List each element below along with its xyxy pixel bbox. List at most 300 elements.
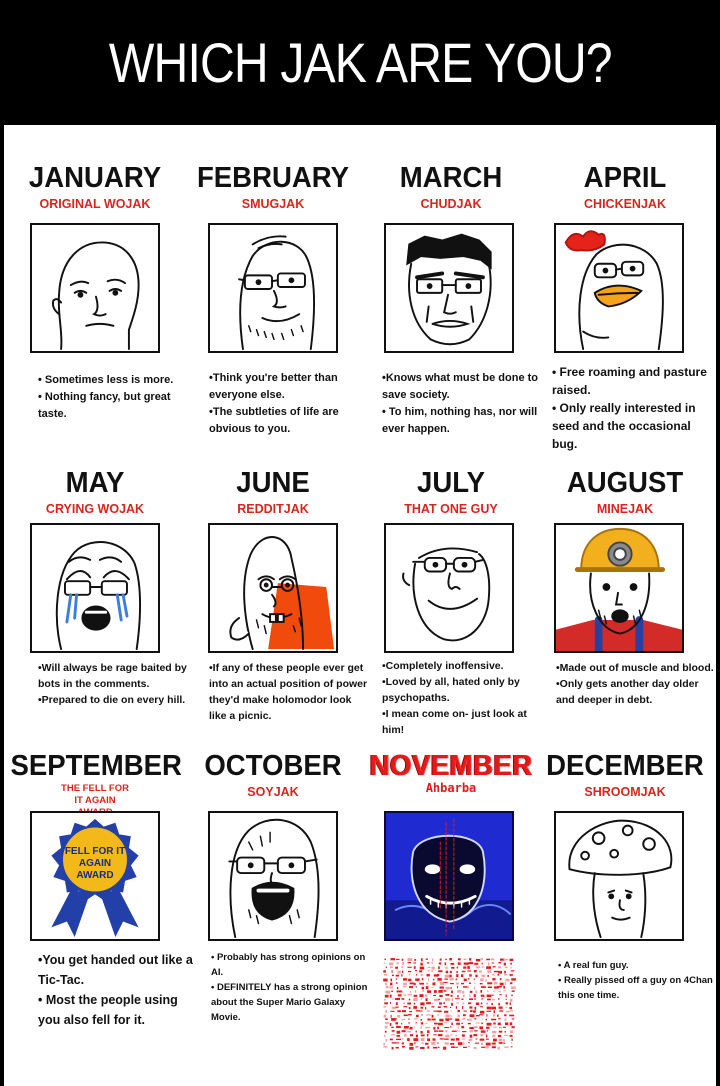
glitch-mark bbox=[384, 1002, 388, 1004]
glitch-mark bbox=[385, 1018, 388, 1020]
glitch-mark bbox=[510, 982, 512, 984]
glitch-mark bbox=[407, 1038, 410, 1041]
month-name: APRIL bbox=[583, 162, 667, 194]
month-cell-june bbox=[184, 468, 362, 516]
description-line: •If any of these people ever get into an actual position of power they'd make holomodor look like a picnic. bbox=[209, 662, 368, 722]
glitch-mark bbox=[504, 971, 506, 974]
description-line: • Probably has strong opinions on AI. bbox=[211, 952, 366, 978]
glitch-mark bbox=[492, 1031, 496, 1033]
glitch-mark bbox=[509, 1015, 514, 1017]
month-cell-april bbox=[536, 163, 714, 211]
glitch-mark bbox=[408, 971, 411, 972]
glitch-mark bbox=[455, 998, 460, 999]
glitch-mark bbox=[385, 1031, 387, 1033]
glitch-mark bbox=[510, 999, 513, 1002]
glitch-mark bbox=[419, 983, 424, 985]
glitch-mark bbox=[415, 970, 417, 971]
glitch-mark bbox=[457, 990, 461, 993]
glitch-mark bbox=[391, 1018, 396, 1021]
glitch-mark bbox=[413, 963, 416, 964]
glitch-mark bbox=[486, 966, 491, 969]
glitch-mark bbox=[433, 1047, 438, 1049]
glitch-mark bbox=[396, 979, 397, 980]
glitch-mark bbox=[409, 999, 410, 1001]
glitch-mark bbox=[452, 998, 454, 1001]
glitch-mark bbox=[476, 966, 481, 968]
glitch-mark bbox=[439, 1002, 442, 1004]
month-description bbox=[552, 363, 712, 453]
glitch-mark bbox=[390, 1023, 392, 1026]
glitch-mark bbox=[407, 967, 411, 968]
glitch-mark bbox=[403, 986, 406, 987]
glitch-mark bbox=[445, 1030, 447, 1032]
glitch-mark bbox=[470, 1035, 473, 1038]
glitch-mark bbox=[416, 1015, 419, 1017]
glitch-mark bbox=[396, 982, 398, 984]
glitch-mark bbox=[384, 1006, 386, 1008]
glitch-mark bbox=[409, 1011, 412, 1012]
glitch-mark bbox=[498, 1047, 500, 1050]
glitch-mark bbox=[385, 1010, 387, 1013]
glitch-mark bbox=[392, 1047, 394, 1050]
glitch-mark bbox=[499, 1031, 503, 1033]
glitch-mark bbox=[499, 994, 501, 995]
glitch-mark bbox=[415, 990, 416, 993]
description-line: •Completely inoffensive. bbox=[382, 660, 504, 672]
glitch-mark bbox=[467, 966, 470, 969]
jak-name: REDDITJAK bbox=[237, 502, 309, 516]
glitch-mark bbox=[427, 974, 430, 976]
glitch-mark bbox=[462, 1031, 466, 1032]
glitch-mark bbox=[431, 1006, 434, 1007]
glitch-mark bbox=[450, 1011, 451, 1012]
glitch-mark bbox=[476, 1015, 480, 1016]
description-line: • A real fun guy. bbox=[558, 960, 629, 971]
glitch-mark bbox=[402, 1038, 404, 1039]
glitch-mark bbox=[457, 1015, 460, 1017]
glitch-mark bbox=[385, 1026, 388, 1028]
month-cell-july bbox=[362, 468, 540, 516]
glitch-mark bbox=[474, 979, 475, 981]
glitch-mark bbox=[384, 1015, 387, 1018]
glitch-mark bbox=[469, 1006, 472, 1008]
chickenjak-face-icon bbox=[554, 223, 684, 353]
glitch-mark bbox=[458, 1010, 461, 1012]
glitch-mark bbox=[425, 1043, 429, 1045]
glitch-mark bbox=[395, 967, 398, 969]
glitch-mark bbox=[450, 983, 454, 984]
jak-name: MINEJAK bbox=[596, 502, 654, 516]
glitch-mark bbox=[494, 971, 499, 973]
glitch-mark bbox=[409, 986, 413, 988]
glitch-mark bbox=[505, 979, 509, 981]
glitch-mark bbox=[458, 1042, 463, 1045]
glitch-mark bbox=[461, 983, 464, 985]
glitch-mark bbox=[512, 991, 515, 992]
glitch-mark bbox=[468, 1023, 471, 1024]
glitch-mark bbox=[422, 1014, 423, 1016]
glitch-mark bbox=[480, 978, 484, 981]
jak-name: THAT ONE GUY bbox=[404, 502, 498, 516]
glitch-mark bbox=[498, 998, 499, 1000]
glitch-mark bbox=[440, 987, 444, 989]
glitch-mark bbox=[415, 1046, 418, 1047]
glitch-mark bbox=[451, 1039, 455, 1041]
glitch-mark bbox=[464, 1011, 467, 1012]
redditjak-face-icon bbox=[208, 523, 338, 653]
glitch-mark bbox=[474, 1047, 477, 1049]
glitch-mark bbox=[462, 991, 464, 994]
glitch-mark bbox=[416, 1031, 417, 1033]
glitch-mark bbox=[395, 998, 400, 1000]
glitch-mark bbox=[426, 986, 429, 989]
glitch-mark bbox=[443, 1002, 445, 1004]
glitch-mark bbox=[464, 959, 467, 961]
glitch-mark bbox=[503, 990, 505, 991]
glitch-mark bbox=[467, 971, 471, 972]
glitch-mark bbox=[427, 962, 429, 963]
glitch-mark bbox=[481, 995, 485, 997]
glitch-mark bbox=[414, 995, 418, 997]
glitch-mark bbox=[425, 995, 428, 997]
glitch-mark bbox=[433, 982, 436, 985]
glitch-mark bbox=[392, 975, 394, 977]
glitch-mark bbox=[391, 979, 393, 982]
glitch-mark bbox=[461, 974, 463, 977]
jak-name: THE FELL FOR IT AGAIN bbox=[61, 783, 129, 806]
glitch-mark bbox=[493, 1023, 495, 1025]
description-line: • Most the people using you also fell for it. bbox=[38, 993, 178, 1027]
glitch-mark bbox=[434, 1011, 439, 1012]
glitch-mark bbox=[504, 1046, 508, 1048]
glitch-mark bbox=[503, 986, 505, 989]
glitch-mark bbox=[457, 1030, 461, 1031]
month-name: JULY bbox=[417, 467, 485, 499]
description-line: • To him, nothing has, nor will ever happen. bbox=[382, 406, 538, 435]
glitch-mark bbox=[474, 987, 475, 990]
glitch-mark bbox=[414, 959, 416, 961]
glitch-mark bbox=[410, 1027, 413, 1030]
jak-name: CHICKENJAK bbox=[584, 197, 666, 211]
glitch-mark bbox=[492, 963, 494, 964]
glitch-mark bbox=[444, 1022, 447, 1023]
glitch-mark bbox=[468, 962, 473, 964]
glitch-mark bbox=[396, 1042, 399, 1043]
glitch-mark bbox=[438, 1047, 440, 1048]
glitch-mark bbox=[385, 995, 389, 998]
glitch-mark bbox=[512, 1026, 515, 1028]
glitch-mark bbox=[499, 991, 501, 992]
glitch-mark bbox=[401, 990, 402, 992]
glitch-mark bbox=[458, 1027, 459, 1030]
description-line: •I mean come on- just look at him! bbox=[382, 708, 527, 736]
glitch-mark bbox=[505, 1019, 507, 1021]
glitch-mark bbox=[493, 1039, 497, 1042]
month-description bbox=[38, 372, 198, 423]
glitch-mark bbox=[443, 1047, 446, 1050]
description-line: • Only really interested in seed and the occasional bug. bbox=[552, 401, 696, 451]
month-cell-august bbox=[536, 468, 714, 516]
glitch-mark bbox=[503, 1027, 506, 1028]
glitch-mark bbox=[456, 1047, 458, 1048]
glitch-mark bbox=[413, 1038, 418, 1041]
glitch-mark bbox=[444, 1039, 449, 1040]
glitch-mark bbox=[493, 1027, 497, 1028]
glitch-mark bbox=[474, 1030, 477, 1031]
glitch-mark bbox=[487, 991, 488, 993]
glitch-mark bbox=[404, 1026, 409, 1029]
glitch-mark bbox=[474, 994, 476, 997]
glitch-mark bbox=[385, 1022, 389, 1024]
glitch-mark bbox=[506, 999, 507, 1000]
glitch-mark bbox=[407, 1003, 411, 1005]
glitch-mark bbox=[397, 962, 399, 964]
glitch-mark bbox=[497, 1015, 499, 1017]
glitch-mark bbox=[386, 986, 389, 988]
glitch-mark bbox=[462, 971, 466, 972]
glitch-mark bbox=[427, 990, 431, 993]
glitch-mark bbox=[469, 974, 471, 976]
glitch-mark bbox=[390, 995, 392, 998]
glitch-mark bbox=[498, 1035, 501, 1037]
glitch-mark bbox=[389, 963, 393, 966]
glitch-mark bbox=[499, 1042, 503, 1044]
glitch-mark bbox=[437, 978, 441, 981]
smugjak-face-icon bbox=[208, 223, 338, 353]
jak-name: ORIGINAL WOJAK bbox=[39, 197, 151, 211]
glitch-mark bbox=[402, 971, 403, 973]
glitch-mark bbox=[470, 1014, 475, 1017]
glitch-mark bbox=[482, 963, 483, 965]
glitch-mark bbox=[469, 995, 470, 997]
crying-wojak-face-icon bbox=[30, 523, 160, 653]
glitch-mark bbox=[444, 979, 448, 980]
glitch-mark bbox=[487, 970, 491, 973]
glitch-mark bbox=[455, 1035, 457, 1036]
glitch-mark bbox=[391, 1015, 392, 1018]
glitch-mark bbox=[463, 1003, 465, 1005]
glitch-mark bbox=[390, 1011, 394, 1012]
glitch-mark bbox=[439, 1030, 444, 1032]
glitch-mark bbox=[498, 1023, 501, 1026]
glitch-mark bbox=[499, 1027, 502, 1028]
glitch-mark bbox=[506, 1011, 510, 1013]
month-description bbox=[38, 950, 198, 1030]
glitch-mark bbox=[487, 982, 492, 984]
glitch-mark bbox=[474, 983, 476, 984]
glitch-mark bbox=[409, 974, 410, 975]
glitch-mark bbox=[451, 963, 455, 965]
month-description bbox=[558, 958, 718, 1003]
glitch-mark bbox=[468, 1042, 470, 1043]
glitch-mark bbox=[485, 1046, 489, 1048]
glitch-mark bbox=[414, 1042, 415, 1044]
glitch-mark bbox=[408, 1022, 410, 1023]
glitch-mark bbox=[434, 1030, 438, 1031]
glitch-mark bbox=[445, 1035, 449, 1038]
glitch-mark bbox=[481, 986, 486, 988]
glitch-mark bbox=[416, 986, 417, 987]
glitch-mark bbox=[386, 967, 387, 968]
glitch-mark bbox=[481, 1003, 483, 1005]
glitch-mark bbox=[510, 1022, 513, 1025]
month-name: NOVEMBER bbox=[369, 750, 533, 782]
glitch-mark bbox=[457, 967, 459, 969]
glitch-mark bbox=[488, 963, 490, 965]
glitch-mark bbox=[511, 1039, 512, 1041]
glitch-mark bbox=[480, 1011, 485, 1014]
glitch-mark bbox=[413, 998, 418, 1001]
glitch-mark bbox=[432, 1003, 433, 1005]
glitch-mark bbox=[437, 1043, 438, 1044]
glitch-mark bbox=[452, 1031, 457, 1032]
glitch-mark bbox=[481, 958, 483, 960]
glitch-mark bbox=[486, 1027, 490, 1029]
glitch-mark bbox=[480, 1034, 483, 1036]
glitch-mark bbox=[402, 998, 405, 1000]
description-line: • Sometimes less is more. bbox=[38, 374, 174, 386]
glitch-mark bbox=[451, 1023, 453, 1026]
glitch-mark bbox=[431, 1019, 435, 1021]
month-name: DECEMBER bbox=[546, 750, 704, 782]
glitch-mark bbox=[498, 971, 502, 974]
glitch-mark bbox=[463, 1014, 466, 1016]
glitch-mark bbox=[449, 1018, 452, 1019]
glitch-mark bbox=[427, 1034, 429, 1036]
glitch-mark bbox=[404, 1034, 407, 1036]
glitch-mark bbox=[491, 1003, 493, 1005]
glitch-mark bbox=[486, 1014, 487, 1017]
glitch-mark bbox=[446, 971, 448, 974]
glitch-mark bbox=[468, 978, 470, 979]
glitch-mark bbox=[410, 1034, 413, 1036]
glitch-mark bbox=[455, 1019, 459, 1022]
glitch-mark bbox=[431, 967, 434, 970]
glitch-mark bbox=[487, 1030, 488, 1031]
glitch-mark bbox=[437, 1027, 439, 1030]
glitch-mark bbox=[421, 1035, 425, 1037]
glitch-mark bbox=[475, 1043, 479, 1044]
glitch-mark bbox=[383, 970, 386, 972]
glitch-mark bbox=[476, 1003, 479, 1006]
glitch-mark bbox=[510, 959, 514, 961]
glitch-mark bbox=[390, 1039, 393, 1041]
glitch-mark bbox=[493, 1014, 495, 1016]
glitch-mark bbox=[397, 1035, 400, 1037]
glitch-mark bbox=[397, 987, 398, 989]
glitch-mark bbox=[392, 970, 393, 973]
glitch-mark bbox=[486, 1043, 491, 1046]
glitch-mark bbox=[445, 1042, 449, 1044]
description-line: • Free roaming and pasture raised. bbox=[552, 365, 707, 397]
glitch-mark bbox=[510, 1030, 513, 1033]
glitch-mark bbox=[458, 962, 461, 964]
glitch-mark bbox=[497, 986, 502, 988]
glitch-mark bbox=[414, 1018, 418, 1019]
glitch-mark bbox=[438, 999, 440, 1000]
glitch-mark bbox=[445, 967, 447, 969]
glitch-mark bbox=[401, 974, 402, 977]
glitch-mark bbox=[384, 999, 386, 1001]
glitch-mark bbox=[425, 1023, 427, 1024]
glitch-mark bbox=[444, 1027, 449, 1028]
glitch-mark bbox=[486, 1035, 487, 1038]
glitch-mark bbox=[421, 1031, 423, 1034]
glitch-mark bbox=[433, 1027, 435, 1030]
month-cell-december bbox=[536, 751, 714, 799]
glitch-mark bbox=[505, 1031, 506, 1033]
month-name: JANUARY bbox=[28, 162, 162, 194]
glitch-mark bbox=[383, 979, 387, 982]
jak-name: CHUDJAK bbox=[420, 197, 482, 211]
glitch-mark bbox=[408, 1019, 409, 1020]
glitch-mark bbox=[425, 1027, 430, 1028]
glitch-mark bbox=[491, 1019, 496, 1021]
glitch-mark bbox=[504, 974, 508, 975]
glitch-mark bbox=[440, 1038, 444, 1039]
glitch-mark bbox=[397, 991, 402, 993]
glitch-mark bbox=[413, 1006, 417, 1009]
glitch-mark bbox=[404, 1015, 408, 1017]
description-line: •Loved by all, hated only by psychopaths. bbox=[382, 676, 520, 704]
glitch-mark bbox=[503, 959, 508, 961]
chudjak-face-icon bbox=[384, 223, 514, 353]
glitch-mark bbox=[510, 1035, 513, 1037]
glitch-mark bbox=[498, 1018, 501, 1019]
glitch-mark bbox=[385, 991, 390, 994]
minejak-face-icon bbox=[554, 523, 684, 653]
glitch-mark bbox=[487, 975, 489, 977]
glitch-mark bbox=[427, 1038, 430, 1041]
glitch-mark bbox=[476, 1039, 478, 1040]
glitch-mark bbox=[392, 998, 395, 999]
glitch-mark bbox=[396, 959, 400, 960]
glitch-mark bbox=[433, 995, 436, 996]
glitch-mark bbox=[432, 1015, 434, 1018]
glitch-mark bbox=[446, 987, 450, 990]
glitch-mark bbox=[462, 1039, 466, 1040]
glitch-mark bbox=[419, 994, 423, 997]
glitch-mark bbox=[511, 970, 515, 971]
glitch-mark bbox=[462, 1018, 465, 1020]
glitch-mark bbox=[451, 967, 454, 969]
glitch-mark bbox=[392, 1030, 395, 1032]
glitch-mark bbox=[510, 1010, 513, 1011]
glitch-mark bbox=[492, 1043, 496, 1045]
glitch-mark bbox=[491, 1007, 496, 1010]
glitch-mark bbox=[444, 1011, 448, 1013]
glitched-face-icon bbox=[384, 811, 514, 941]
glitch-mark bbox=[445, 962, 447, 965]
glitch-mark bbox=[422, 987, 425, 990]
glitch-mark bbox=[499, 1039, 503, 1042]
glitch-mark bbox=[468, 1002, 471, 1004]
glitch-mark bbox=[479, 971, 482, 973]
glitch-mark bbox=[482, 975, 486, 977]
month-cell-october bbox=[184, 751, 362, 799]
glitch-mark bbox=[498, 974, 500, 976]
glitch-mark bbox=[395, 1022, 398, 1024]
glitch-mark bbox=[438, 1034, 443, 1036]
glitch-mark bbox=[397, 1010, 401, 1012]
glitch-mark bbox=[420, 1047, 425, 1049]
glitch-mark bbox=[511, 967, 512, 969]
glitch-mark bbox=[420, 967, 425, 970]
month-description bbox=[556, 660, 716, 708]
glitch-mark bbox=[469, 1039, 473, 1041]
jak-name: SHROOMJAK bbox=[584, 785, 666, 799]
month-name: FEBRUARY bbox=[196, 162, 350, 194]
